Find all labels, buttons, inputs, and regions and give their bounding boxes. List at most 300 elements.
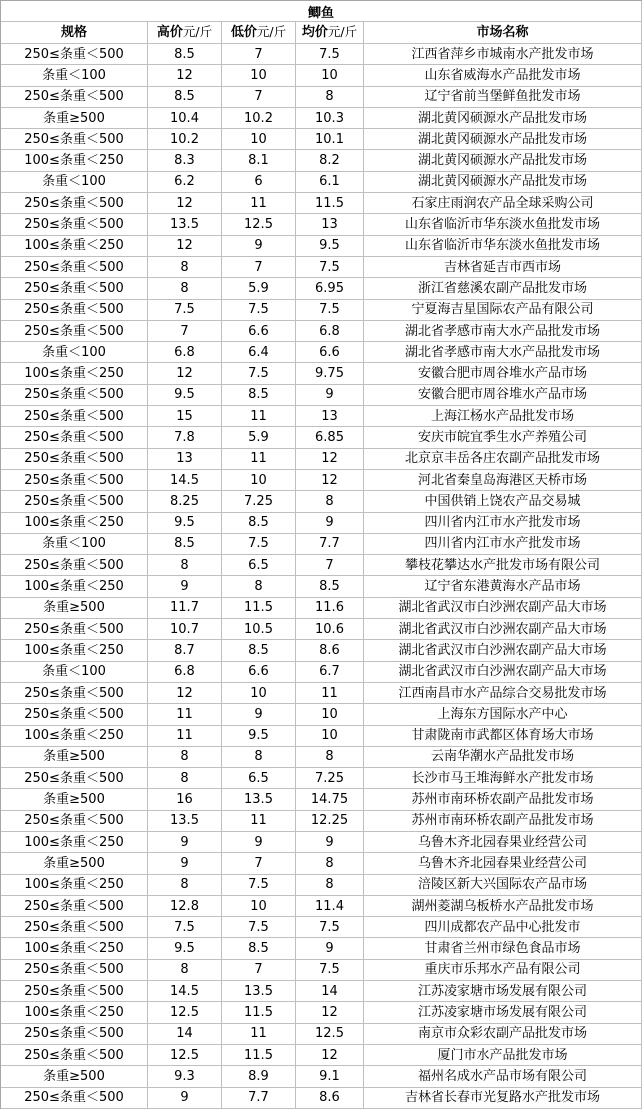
avg-price-cell: 11.6 bbox=[296, 598, 364, 619]
avg-price-cell: 9 bbox=[296, 385, 364, 406]
low-price-cell: 7.5 bbox=[222, 534, 296, 555]
high-price-cell: 16 bbox=[148, 789, 222, 810]
spec-cell: 条重≥500 bbox=[1, 1066, 148, 1087]
table-row bbox=[1, 960, 642, 981]
low-price-cell: 5.9 bbox=[222, 427, 296, 448]
low-price-cell: 6.5 bbox=[222, 768, 296, 789]
high-price-cell: 9 bbox=[148, 576, 222, 597]
avg-price-cell: 9 bbox=[296, 938, 364, 959]
avg-price-cell: 8 bbox=[296, 87, 364, 108]
avg-price-cell: 13 bbox=[296, 406, 364, 427]
high-price-cell: 15 bbox=[148, 406, 222, 427]
spec-cell: 条重≥500 bbox=[1, 853, 148, 874]
high-price-cell: 8.5 bbox=[148, 44, 222, 65]
table-row bbox=[1, 1066, 642, 1087]
spec-cell: 250≤条重＜500 bbox=[1, 683, 148, 704]
high-price-cell: 8 bbox=[148, 257, 222, 278]
low-price-cell: 7 bbox=[222, 853, 296, 874]
spec-cell: 100≤条重＜250 bbox=[1, 150, 148, 171]
table-row bbox=[1, 576, 642, 597]
low-price-cell: 11 bbox=[222, 811, 296, 832]
low-price-cell: 9.5 bbox=[222, 726, 296, 747]
avg-price-cell: 11.4 bbox=[296, 896, 364, 917]
high-price-cell: 9.3 bbox=[148, 1066, 222, 1087]
market-name-cell: 安庆市皖宜季生水产养殖公司 bbox=[364, 427, 642, 448]
low-price-cell: 10 bbox=[222, 129, 296, 150]
table-row bbox=[1, 193, 642, 214]
low-price-cell: 6.4 bbox=[222, 342, 296, 363]
table-row bbox=[1, 150, 642, 171]
header-market bbox=[364, 22, 642, 44]
high-price-cell: 14.5 bbox=[148, 981, 222, 1002]
high-price-cell: 6.2 bbox=[148, 172, 222, 193]
avg-price-cell: 6.95 bbox=[296, 278, 364, 299]
high-price-cell: 8.3 bbox=[148, 150, 222, 171]
low-price-cell: 9 bbox=[222, 236, 296, 257]
table-row bbox=[1, 321, 642, 342]
avg-price-cell: 7 bbox=[296, 555, 364, 576]
market-name-cell: 山东省临沂市华东淡水鱼批发市场 bbox=[364, 236, 642, 257]
low-price-cell: 7.5 bbox=[222, 363, 296, 384]
market-name-cell: 江西南昌市水产品综合交易批发市场 bbox=[364, 683, 642, 704]
market-name-cell: 宁夏海吉星国际农产品有限公司 bbox=[364, 300, 642, 321]
spec-cell: 250≤条重＜500 bbox=[1, 257, 148, 278]
market-name-cell: 甘肃省兰州市绿色食品市场 bbox=[364, 938, 642, 959]
low-price-cell: 9 bbox=[222, 832, 296, 853]
table-row bbox=[1, 108, 642, 129]
spec-cell: 250≤条重＜500 bbox=[1, 917, 148, 938]
high-price-cell: 10.4 bbox=[148, 108, 222, 129]
low-price-cell: 11.5 bbox=[222, 1045, 296, 1066]
low-price-cell: 7.5 bbox=[222, 875, 296, 896]
low-price-cell: 6.6 bbox=[222, 321, 296, 342]
header-avg-price bbox=[296, 22, 364, 44]
spec-cell: 100≤条重＜250 bbox=[1, 875, 148, 896]
avg-price-cell: 10 bbox=[296, 704, 364, 725]
market-name-cell: 石家庄雨润农产品全球采购公司 bbox=[364, 193, 642, 214]
low-price-cell: 7.5 bbox=[222, 300, 296, 321]
market-name-cell: 吉林省延吉市西市场 bbox=[364, 257, 642, 278]
market-name-cell: 重庆市乐邦水产品有限公司 bbox=[364, 960, 642, 981]
low-price-cell: 5.9 bbox=[222, 278, 296, 299]
low-price-cell: 11 bbox=[222, 1024, 296, 1045]
low-price-cell: 8.1 bbox=[222, 150, 296, 171]
spec-cell: 250≤条重＜500 bbox=[1, 981, 148, 1002]
avg-price-cell: 8.2 bbox=[296, 150, 364, 171]
table-row bbox=[1, 896, 642, 917]
header-low-label: 低价 bbox=[230, 25, 257, 40]
low-price-cell: 7 bbox=[222, 960, 296, 981]
avg-price-cell: 9 bbox=[296, 513, 364, 534]
table-row bbox=[1, 172, 642, 193]
spec-cell: 250≤条重＜500 bbox=[1, 449, 148, 470]
spec-cell: 250≤条重＜500 bbox=[1, 44, 148, 65]
high-price-cell: 8 bbox=[148, 278, 222, 299]
low-price-cell: 11.5 bbox=[222, 1002, 296, 1023]
high-price-cell: 8 bbox=[148, 875, 222, 896]
table-row bbox=[1, 385, 642, 406]
low-price-cell: 8.5 bbox=[222, 385, 296, 406]
table-row bbox=[1, 1024, 642, 1045]
table-row bbox=[1, 768, 642, 789]
table-row bbox=[1, 811, 642, 832]
table-row bbox=[1, 449, 642, 470]
market-name-cell: 湖北省武汉市白沙洲农副产品大市场 bbox=[364, 662, 642, 683]
market-name-cell: 湖州菱湖乌板桥水产品批发市场 bbox=[364, 896, 642, 917]
spec-cell: 250≤条重＜500 bbox=[1, 300, 148, 321]
market-name-cell: 四川省内江市水产批发市场 bbox=[364, 534, 642, 555]
spec-cell: 条重＜100 bbox=[1, 342, 148, 363]
avg-price-cell: 12 bbox=[296, 470, 364, 491]
avg-price-cell: 9.5 bbox=[296, 236, 364, 257]
spec-cell: 250≤条重＜500 bbox=[1, 555, 148, 576]
high-price-cell: 12 bbox=[148, 683, 222, 704]
avg-price-cell: 7.5 bbox=[296, 300, 364, 321]
avg-price-cell: 8.5 bbox=[296, 576, 364, 597]
high-price-cell: 12 bbox=[148, 65, 222, 86]
high-price-cell: 12.5 bbox=[148, 1002, 222, 1023]
table-title: 鲫鱼 bbox=[1, 1, 642, 22]
spec-cell: 250≤条重＜500 bbox=[1, 811, 148, 832]
spec-cell: 条重＜100 bbox=[1, 172, 148, 193]
avg-price-cell: 14.75 bbox=[296, 789, 364, 810]
spec-cell: 250≤条重＜500 bbox=[1, 214, 148, 235]
header-market-label: 市场名称 bbox=[476, 25, 529, 40]
low-price-cell: 13.5 bbox=[222, 981, 296, 1002]
avg-price-cell: 11 bbox=[296, 683, 364, 704]
avg-price-cell: 6.85 bbox=[296, 427, 364, 448]
low-price-cell: 7.7 bbox=[222, 1088, 296, 1109]
header-high-unit: 元/斤 bbox=[182, 24, 213, 40]
table-body bbox=[1, 44, 642, 1109]
market-name-cell: 涪陵区新大兴国际农产品市场 bbox=[364, 875, 642, 896]
low-price-cell: 11 bbox=[222, 406, 296, 427]
avg-price-cell: 12 bbox=[296, 1045, 364, 1066]
table-row bbox=[1, 619, 642, 640]
low-price-cell: 10 bbox=[222, 896, 296, 917]
table-row bbox=[1, 236, 642, 257]
low-price-cell: 7 bbox=[222, 87, 296, 108]
avg-price-cell: 7.5 bbox=[296, 917, 364, 938]
low-price-cell: 6.6 bbox=[222, 662, 296, 683]
spec-cell: 100≤条重＜250 bbox=[1, 726, 148, 747]
high-price-cell: 8.5 bbox=[148, 87, 222, 108]
market-name-cell: 辽宁省东港黄海水产品市场 bbox=[364, 576, 642, 597]
market-name-cell: 福州名成水产品市场有限公司 bbox=[364, 1066, 642, 1087]
table-row bbox=[1, 513, 642, 534]
spec-cell: 条重≥500 bbox=[1, 598, 148, 619]
table-row bbox=[1, 427, 642, 448]
avg-price-cell: 6.6 bbox=[296, 342, 364, 363]
high-price-cell: 8 bbox=[148, 960, 222, 981]
spec-cell: 250≤条重＜500 bbox=[1, 87, 148, 108]
low-price-cell: 12.5 bbox=[222, 214, 296, 235]
spec-cell: 250≤条重＜500 bbox=[1, 896, 148, 917]
spec-cell: 250≤条重＜500 bbox=[1, 1024, 148, 1045]
table-row bbox=[1, 44, 642, 65]
high-price-cell: 10.7 bbox=[148, 619, 222, 640]
market-name-cell: 上海江杨水产品批发市场 bbox=[364, 406, 642, 427]
high-price-cell: 7.5 bbox=[148, 300, 222, 321]
high-price-cell: 9.5 bbox=[148, 513, 222, 534]
low-price-cell: 6.5 bbox=[222, 555, 296, 576]
market-name-cell: 长沙市马王堆海鲜水产批发市场 bbox=[364, 768, 642, 789]
high-price-cell: 7.5 bbox=[148, 917, 222, 938]
low-price-cell: 7 bbox=[222, 257, 296, 278]
market-name-cell: 浙江省慈溪农副产品批发市场 bbox=[364, 278, 642, 299]
high-price-cell: 13.5 bbox=[148, 214, 222, 235]
header-low-unit: 元/斤 bbox=[256, 24, 287, 40]
table-row bbox=[1, 555, 642, 576]
market-name-cell: 上海东方国际水产中心 bbox=[364, 704, 642, 725]
market-name-cell: 乌鲁木齐北园春果业经营公司 bbox=[364, 853, 642, 874]
high-price-cell: 8 bbox=[148, 555, 222, 576]
avg-price-cell: 8 bbox=[296, 875, 364, 896]
high-price-cell: 8 bbox=[148, 747, 222, 768]
high-price-cell: 11 bbox=[148, 704, 222, 725]
high-price-cell: 12 bbox=[148, 363, 222, 384]
market-name-cell: 湖北省武汉市白沙洲农副产品大市场 bbox=[364, 598, 642, 619]
spec-cell: 250≤条重＜500 bbox=[1, 619, 148, 640]
spec-cell: 条重＜100 bbox=[1, 662, 148, 683]
high-price-cell: 14.5 bbox=[148, 470, 222, 491]
avg-price-cell: 10.1 bbox=[296, 129, 364, 150]
header-spec-label: 规格 bbox=[60, 25, 87, 40]
market-name-cell: 安徽合肥市周谷堆水产品市场 bbox=[364, 363, 642, 384]
avg-price-cell: 8 bbox=[296, 491, 364, 512]
spec-cell: 250≤条重＜500 bbox=[1, 1045, 148, 1066]
market-name-cell: 河北省秦皇岛海港区天桥市场 bbox=[364, 470, 642, 491]
avg-price-cell: 12 bbox=[296, 449, 364, 470]
high-price-cell: 6.8 bbox=[148, 662, 222, 683]
header-row bbox=[1, 22, 642, 44]
avg-price-cell: 12.25 bbox=[296, 811, 364, 832]
market-name-cell: 山东省临沂市华东淡水鱼批发市场 bbox=[364, 214, 642, 235]
avg-price-cell: 9.1 bbox=[296, 1066, 364, 1087]
market-name-cell: 湖北省孝感市南大水产品批发市场 bbox=[364, 321, 642, 342]
header-avg-label: 均价 bbox=[301, 25, 328, 40]
market-name-cell: 厦门市水产品批发市场 bbox=[364, 1045, 642, 1066]
high-price-cell: 9.5 bbox=[148, 938, 222, 959]
avg-price-cell: 10.3 bbox=[296, 108, 364, 129]
market-name-cell: 中国供销上饶农产品交易城 bbox=[364, 491, 642, 512]
low-price-cell: 11.5 bbox=[222, 598, 296, 619]
low-price-cell: 11 bbox=[222, 193, 296, 214]
avg-price-cell: 6.7 bbox=[296, 662, 364, 683]
high-price-cell: 12 bbox=[148, 193, 222, 214]
avg-price-cell: 13 bbox=[296, 214, 364, 235]
table-row bbox=[1, 875, 642, 896]
high-price-cell: 13.5 bbox=[148, 811, 222, 832]
market-name-cell: 山东省威海水产品批发市场 bbox=[364, 65, 642, 86]
table-row bbox=[1, 917, 642, 938]
spec-cell: 250≤条重＜500 bbox=[1, 960, 148, 981]
table-row bbox=[1, 470, 642, 491]
spec-cell: 100≤条重＜250 bbox=[1, 513, 148, 534]
table-row bbox=[1, 363, 642, 384]
table-row bbox=[1, 789, 642, 810]
table-row bbox=[1, 832, 642, 853]
spec-cell: 100≤条重＜250 bbox=[1, 363, 148, 384]
low-price-cell: 10.5 bbox=[222, 619, 296, 640]
avg-price-cell: 12.5 bbox=[296, 1024, 364, 1045]
high-price-cell: 12.8 bbox=[148, 896, 222, 917]
high-price-cell: 9 bbox=[148, 853, 222, 874]
low-price-cell: 8.5 bbox=[222, 640, 296, 661]
low-price-cell: 7 bbox=[222, 44, 296, 65]
low-price-cell: 8 bbox=[222, 576, 296, 597]
spec-cell: 250≤条重＜500 bbox=[1, 129, 148, 150]
table-row bbox=[1, 214, 642, 235]
spec-cell: 250≤条重＜500 bbox=[1, 385, 148, 406]
low-price-cell: 7.25 bbox=[222, 491, 296, 512]
market-name-cell: 江苏凌家塘市场发展有限公司 bbox=[364, 981, 642, 1002]
avg-price-cell: 7.5 bbox=[296, 44, 364, 65]
market-name-cell: 四川成都农产品中心批发市 bbox=[364, 917, 642, 938]
header-high-price bbox=[148, 22, 222, 44]
table-row bbox=[1, 342, 642, 363]
market-name-cell: 江苏凌家塘市场发展有限公司 bbox=[364, 1002, 642, 1023]
table-row bbox=[1, 300, 642, 321]
header-spec bbox=[1, 22, 148, 44]
header-avg-unit: 元/斤 bbox=[327, 24, 358, 40]
high-price-cell: 11 bbox=[148, 726, 222, 747]
spec-cell: 250≤条重＜500 bbox=[1, 491, 148, 512]
spec-cell: 条重＜100 bbox=[1, 534, 148, 555]
market-name-cell: 辽宁省前当堡鲜鱼批发市场 bbox=[364, 87, 642, 108]
table-row bbox=[1, 65, 642, 86]
table-row bbox=[1, 683, 642, 704]
high-price-cell: 9.5 bbox=[148, 385, 222, 406]
high-price-cell: 6.8 bbox=[148, 342, 222, 363]
low-price-cell: 8.5 bbox=[222, 938, 296, 959]
table-row bbox=[1, 1002, 642, 1023]
low-price-cell: 13.5 bbox=[222, 789, 296, 810]
spec-cell: 250≤条重＜500 bbox=[1, 427, 148, 448]
avg-price-cell: 11.5 bbox=[296, 193, 364, 214]
table-row bbox=[1, 87, 642, 108]
avg-price-cell: 6.1 bbox=[296, 172, 364, 193]
market-name-cell: 湖北黄冈硕源水产品批发市场 bbox=[364, 108, 642, 129]
low-price-cell: 10.2 bbox=[222, 108, 296, 129]
avg-price-cell: 8.6 bbox=[296, 1088, 364, 1109]
table-row bbox=[1, 406, 642, 427]
avg-price-cell: 7.5 bbox=[296, 257, 364, 278]
table-row bbox=[1, 640, 642, 661]
market-name-cell: 安徽合肥市周谷堆水产品市场 bbox=[364, 385, 642, 406]
avg-price-cell: 8.6 bbox=[296, 640, 364, 661]
low-price-cell: 10 bbox=[222, 65, 296, 86]
avg-price-cell: 10.6 bbox=[296, 619, 364, 640]
market-name-cell: 湖北省武汉市白沙洲农副产品大市场 bbox=[364, 640, 642, 661]
spec-cell: 条重＜100 bbox=[1, 65, 148, 86]
high-price-cell: 13 bbox=[148, 449, 222, 470]
low-price-cell: 10 bbox=[222, 683, 296, 704]
table-row bbox=[1, 981, 642, 1002]
spec-cell: 100≤条重＜250 bbox=[1, 236, 148, 257]
spec-cell: 100≤条重＜250 bbox=[1, 576, 148, 597]
high-price-cell: 8.25 bbox=[148, 491, 222, 512]
market-name-cell: 苏州市南环桥农副产品批发市场 bbox=[364, 789, 642, 810]
spec-cell: 条重≥500 bbox=[1, 108, 148, 129]
spec-cell: 100≤条重＜250 bbox=[1, 832, 148, 853]
high-price-cell: 7.8 bbox=[148, 427, 222, 448]
table-row bbox=[1, 534, 642, 555]
high-price-cell: 14 bbox=[148, 1024, 222, 1045]
market-name-cell: 四川省内江市水产批发市场 bbox=[364, 513, 642, 534]
market-name-cell: 湖北省武汉市白沙洲农副产品大市场 bbox=[364, 619, 642, 640]
table-row bbox=[1, 257, 642, 278]
table-row bbox=[1, 726, 642, 747]
market-name-cell: 甘肃陇南市武都区体育场大市场 bbox=[364, 726, 642, 747]
table-row bbox=[1, 853, 642, 874]
market-name-cell: 云南华潮水产品批发市场 bbox=[364, 747, 642, 768]
avg-price-cell: 9.75 bbox=[296, 363, 364, 384]
market-name-cell: 攀枝花攀达水产批发市场有限公司 bbox=[364, 555, 642, 576]
spec-cell: 250≤条重＜500 bbox=[1, 278, 148, 299]
table-row bbox=[1, 704, 642, 725]
table-row bbox=[1, 662, 642, 683]
avg-price-cell: 7.5 bbox=[296, 960, 364, 981]
market-name-cell: 乌鲁木齐北园春果业经营公司 bbox=[364, 832, 642, 853]
market-name-cell: 北京京丰岳各庄农副产品批发市场 bbox=[364, 449, 642, 470]
spec-cell: 100≤条重＜250 bbox=[1, 1002, 148, 1023]
avg-price-cell: 8 bbox=[296, 853, 364, 874]
spec-cell: 100≤条重＜250 bbox=[1, 640, 148, 661]
avg-price-cell: 7.25 bbox=[296, 768, 364, 789]
high-price-cell: 8 bbox=[148, 768, 222, 789]
market-name-cell: 湖北黄冈硕源水产品批发市场 bbox=[364, 150, 642, 171]
avg-price-cell: 6.8 bbox=[296, 321, 364, 342]
high-price-cell: 8.7 bbox=[148, 640, 222, 661]
spec-cell: 条重≥500 bbox=[1, 747, 148, 768]
high-price-cell: 12.5 bbox=[148, 1045, 222, 1066]
low-price-cell: 7.5 bbox=[222, 917, 296, 938]
market-name-cell: 苏州市南环桥农副产品批发市场 bbox=[364, 811, 642, 832]
high-price-cell: 8.5 bbox=[148, 534, 222, 555]
market-name-cell: 湖北黄冈硕源水产品批发市场 bbox=[364, 129, 642, 150]
market-name-cell: 吉林省长春市光复路水产批发市场 bbox=[364, 1088, 642, 1109]
high-price-cell: 9 bbox=[148, 1088, 222, 1109]
high-price-cell: 9 bbox=[148, 832, 222, 853]
high-price-cell: 7 bbox=[148, 321, 222, 342]
table-row bbox=[1, 491, 642, 512]
spec-cell: 250≤条重＜500 bbox=[1, 1088, 148, 1109]
spec-cell: 250≤条重＜500 bbox=[1, 193, 148, 214]
high-price-cell: 10.2 bbox=[148, 129, 222, 150]
spec-cell: 250≤条重＜500 bbox=[1, 321, 148, 342]
low-price-cell: 6 bbox=[222, 172, 296, 193]
spec-cell: 250≤条重＜500 bbox=[1, 406, 148, 427]
avg-price-cell: 10 bbox=[296, 65, 364, 86]
low-price-cell: 8.5 bbox=[222, 513, 296, 534]
table-row bbox=[1, 1045, 642, 1066]
table-row bbox=[1, 938, 642, 959]
avg-price-cell: 14 bbox=[296, 981, 364, 1002]
low-price-cell: 8 bbox=[222, 747, 296, 768]
spec-cell: 条重≥500 bbox=[1, 789, 148, 810]
spec-cell: 250≤条重＜500 bbox=[1, 768, 148, 789]
low-price-cell: 9 bbox=[222, 704, 296, 725]
market-name-cell: 南京市众彩农副产品批发市场 bbox=[364, 1024, 642, 1045]
table-row bbox=[1, 747, 642, 768]
table-row bbox=[1, 1088, 642, 1109]
avg-price-cell: 9 bbox=[296, 832, 364, 853]
avg-price-cell: 7.7 bbox=[296, 534, 364, 555]
high-price-cell: 12 bbox=[148, 236, 222, 257]
avg-price-cell: 10 bbox=[296, 726, 364, 747]
spec-cell: 250≤条重＜500 bbox=[1, 704, 148, 725]
